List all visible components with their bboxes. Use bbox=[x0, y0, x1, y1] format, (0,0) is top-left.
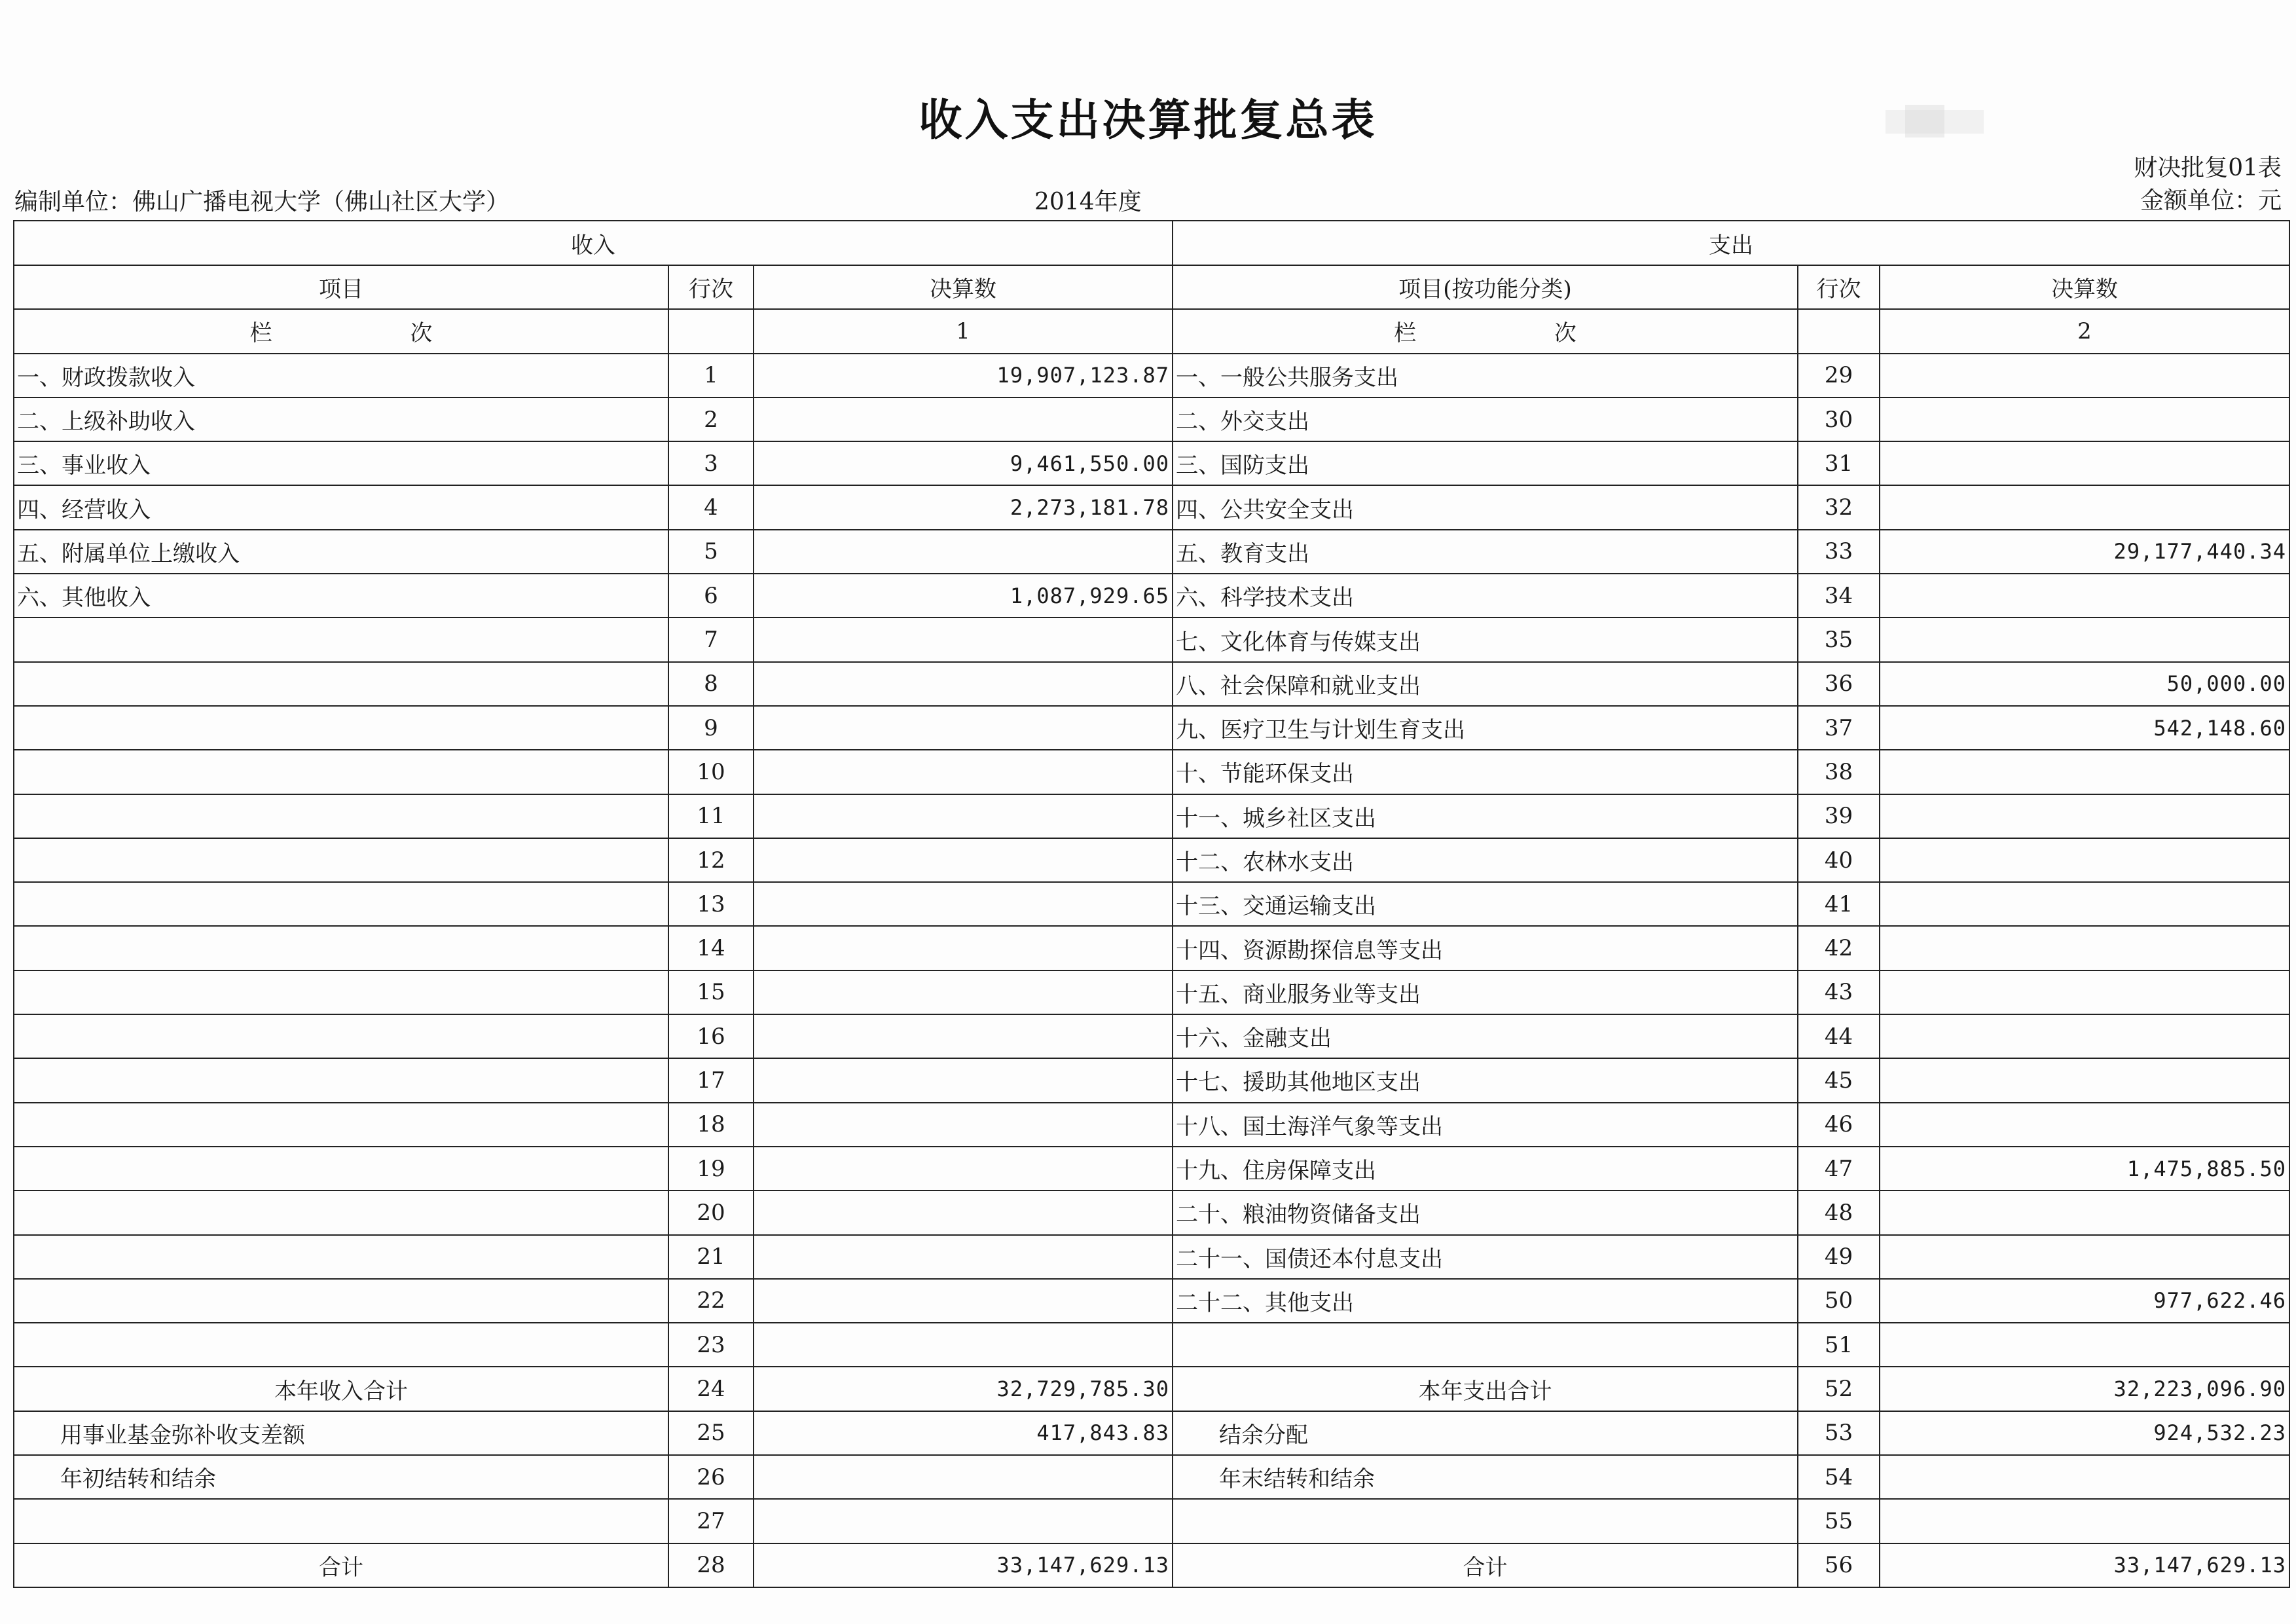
expense-line-no-cell: 42 bbox=[1798, 926, 1880, 970]
expense-amount-cell bbox=[1880, 926, 2289, 970]
expense-amount-cell bbox=[1880, 441, 2289, 485]
income-amount-cell: 9,461,550.00 bbox=[754, 441, 1173, 485]
income-line-no-header: 行次 bbox=[668, 265, 754, 309]
income-line-no-cell: 27 bbox=[668, 1499, 754, 1543]
expense-item-cell: 二十一、国债还本付息支出 bbox=[1173, 1235, 1798, 1279]
expense-line-no-cell: 37 bbox=[1798, 706, 1880, 750]
table-row bbox=[14, 1235, 2289, 1279]
income-amount-cell bbox=[754, 1058, 1173, 1102]
table-row bbox=[14, 618, 2289, 661]
income-amount-cell bbox=[754, 662, 1173, 706]
expense-amount-cell: 29,177,440.34 bbox=[1880, 530, 2289, 574]
expense-amount-cell bbox=[1880, 1455, 2289, 1499]
expense-amount-cell bbox=[1880, 354, 2289, 397]
expense-amount-cell: 50,000.00 bbox=[1880, 662, 2289, 706]
expense-item-cell: 三、国防支出 bbox=[1173, 441, 1798, 485]
expense-line-no-cell: 52 bbox=[1798, 1367, 1880, 1411]
income-line-no-cell: 8 bbox=[668, 662, 754, 706]
table-row bbox=[14, 706, 2289, 750]
table-row bbox=[14, 662, 2289, 706]
expense-lanci-label: 栏 次 bbox=[1173, 309, 1798, 353]
income-item-cell bbox=[14, 794, 668, 838]
expense-item-cell: 十三、交通运输支出 bbox=[1173, 882, 1798, 926]
expense-line-no-cell: 40 bbox=[1798, 838, 1880, 882]
table-row bbox=[14, 1543, 2289, 1587]
budget-table bbox=[13, 220, 2290, 1588]
income-item-cell: 四、经营收入 bbox=[14, 485, 668, 529]
expense-lanci-empty bbox=[1798, 309, 1880, 353]
table-row bbox=[14, 530, 2289, 574]
expense-amount-cell: 33,147,629.13 bbox=[1880, 1543, 2289, 1587]
income-amount-cell bbox=[754, 1103, 1173, 1147]
income-line-no-cell: 18 bbox=[668, 1103, 754, 1147]
income-item-cell bbox=[14, 1235, 668, 1279]
table-row bbox=[14, 1103, 2289, 1147]
expense-line-no-cell: 35 bbox=[1798, 618, 1880, 661]
income-item-cell: 一、财政拨款收入 bbox=[14, 354, 668, 397]
income-line-no-cell: 4 bbox=[668, 485, 754, 529]
income-line-no-cell: 9 bbox=[668, 706, 754, 750]
expense-line-no-cell: 54 bbox=[1798, 1455, 1880, 1499]
income-item-cell bbox=[14, 706, 668, 750]
income-item-cell: 二、上级补助收入 bbox=[14, 397, 668, 441]
expense-item-cell: 年末结转和结余 bbox=[1173, 1455, 1798, 1499]
income-item-cell bbox=[14, 1190, 668, 1234]
expense-item-cell: 九、医疗卫生与计划生育支出 bbox=[1173, 706, 1798, 750]
income-item-cell: 六、其他收入 bbox=[14, 574, 668, 618]
income-item-cell bbox=[14, 750, 668, 794]
expense-item-cell: 八、社会保障和就业支出 bbox=[1173, 662, 1798, 706]
expense-item-cell: 六、科学技术支出 bbox=[1173, 574, 1798, 618]
income-item-cell bbox=[14, 1499, 668, 1543]
income-line-no-cell: 19 bbox=[668, 1147, 754, 1190]
income-line-no-cell: 28 bbox=[668, 1543, 754, 1587]
table-row bbox=[14, 1147, 2289, 1190]
table-row bbox=[14, 882, 2289, 926]
income-item-cell: 合计 bbox=[14, 1543, 668, 1587]
expense-item-cell: 七、文化体育与传媒支出 bbox=[1173, 618, 1798, 661]
column-number-row bbox=[14, 309, 2289, 353]
expense-line-no-cell: 39 bbox=[1798, 794, 1880, 838]
expense-item-cell: 十七、援助其他地区支出 bbox=[1173, 1058, 1798, 1102]
expense-item-cell: 十五、商业服务业等支出 bbox=[1173, 970, 1798, 1014]
form-meta bbox=[2134, 152, 2282, 217]
expense-item-cell: 二、外交支出 bbox=[1173, 397, 1798, 441]
income-amount-cell bbox=[754, 970, 1173, 1014]
income-item-cell bbox=[14, 1279, 668, 1323]
expense-amount-cell bbox=[1880, 574, 2289, 618]
income-item-cell bbox=[14, 1323, 668, 1367]
income-line-no-cell: 3 bbox=[668, 441, 754, 485]
income-line-no-cell: 10 bbox=[668, 750, 754, 794]
income-amount-cell bbox=[754, 1323, 1173, 1367]
income-item-cell bbox=[14, 618, 668, 661]
expense-item-cell: 合计 bbox=[1173, 1543, 1798, 1587]
income-line-no-cell: 11 bbox=[668, 794, 754, 838]
expense-item-cell: 二十、粮油物资储备支出 bbox=[1173, 1190, 1798, 1234]
table-row bbox=[14, 354, 2289, 397]
expense-item-cell: 十二、农林水支出 bbox=[1173, 838, 1798, 882]
income-item-cell: 三、事业收入 bbox=[14, 441, 668, 485]
table-row bbox=[14, 1411, 2289, 1455]
income-line-no-cell: 13 bbox=[668, 882, 754, 926]
income-column-number: 1 bbox=[754, 309, 1173, 353]
expense-line-no-header: 行次 bbox=[1798, 265, 1880, 309]
table-row bbox=[14, 970, 2289, 1014]
income-amount-cell bbox=[754, 530, 1173, 574]
expense-amount-cell bbox=[1880, 1014, 2289, 1058]
table-row bbox=[14, 1499, 2289, 1543]
income-item-cell bbox=[14, 970, 668, 1014]
expense-amount-cell bbox=[1880, 794, 2289, 838]
income-lanci-label: 栏 次 bbox=[14, 309, 668, 353]
income-amount-cell bbox=[754, 750, 1173, 794]
expense-item-cell: 一、一般公共服务支出 bbox=[1173, 354, 1798, 397]
table-row bbox=[14, 1455, 2289, 1499]
income-line-no-cell: 2 bbox=[668, 397, 754, 441]
income-item-cell: 本年收入合计 bbox=[14, 1367, 668, 1411]
income-item-cell bbox=[14, 1014, 668, 1058]
income-amount-header: 决算数 bbox=[754, 265, 1173, 309]
income-item-cell bbox=[14, 838, 668, 882]
table-row bbox=[14, 1190, 2289, 1234]
table-row bbox=[14, 574, 2289, 618]
expense-amount-cell: 32,223,096.90 bbox=[1880, 1367, 2289, 1411]
expense-amount-cell bbox=[1880, 1499, 2289, 1543]
income-amount-cell: 417,843.83 bbox=[754, 1411, 1173, 1455]
expense-item-cell: 五、教育支出 bbox=[1173, 530, 1798, 574]
expense-item-cell: 本年支出合计 bbox=[1173, 1367, 1798, 1411]
table-row bbox=[14, 1279, 2289, 1323]
expense-amount-cell bbox=[1880, 397, 2289, 441]
income-line-no-cell: 26 bbox=[668, 1455, 754, 1499]
income-amount-cell bbox=[754, 1279, 1173, 1323]
income-item-cell: 年初结转和结余 bbox=[14, 1455, 668, 1499]
income-amount-cell bbox=[754, 926, 1173, 970]
fiscal-year: 2014年度 bbox=[1034, 189, 1142, 215]
expense-item-header: 项目(按功能分类) bbox=[1173, 265, 1798, 309]
expense-item-cell: 十、节能环保支出 bbox=[1173, 750, 1798, 794]
column-header-row bbox=[14, 265, 2289, 309]
table-row bbox=[14, 1058, 2289, 1102]
expense-amount-cell bbox=[1880, 1058, 2289, 1102]
income-amount-cell: 32,729,785.30 bbox=[754, 1367, 1173, 1411]
income-amount-cell bbox=[754, 706, 1173, 750]
income-item-cell bbox=[14, 662, 668, 706]
income-amount-cell bbox=[754, 397, 1173, 441]
expense-line-no-cell: 32 bbox=[1798, 485, 1880, 529]
table-row bbox=[14, 1323, 2289, 1367]
income-item-cell bbox=[14, 1147, 668, 1190]
income-line-no-cell: 16 bbox=[668, 1014, 754, 1058]
expense-line-no-cell: 30 bbox=[1798, 397, 1880, 441]
expense-amount-cell: 542,148.60 bbox=[1880, 706, 2289, 750]
income-amount-cell bbox=[754, 1014, 1173, 1058]
expense-line-no-cell: 53 bbox=[1798, 1411, 1880, 1455]
expense-line-no-cell: 41 bbox=[1798, 882, 1880, 926]
expense-line-no-cell: 49 bbox=[1798, 1235, 1880, 1279]
expense-amount-cell bbox=[1880, 1235, 2289, 1279]
table-row bbox=[14, 1367, 2289, 1411]
expense-item-cell bbox=[1173, 1323, 1798, 1367]
expense-line-no-cell: 43 bbox=[1798, 970, 1880, 1014]
table-row bbox=[14, 485, 2289, 529]
income-amount-cell bbox=[754, 1499, 1173, 1543]
income-line-no-cell: 12 bbox=[668, 838, 754, 882]
income-item-header: 项目 bbox=[14, 265, 668, 309]
income-line-no-cell: 7 bbox=[668, 618, 754, 661]
income-line-no-cell: 21 bbox=[668, 1235, 754, 1279]
compiling-unit: 编制单位：佛山广播电视大学（佛山社区大学） bbox=[14, 189, 510, 215]
form-code: 财决批复01表 bbox=[2134, 155, 2282, 181]
income-line-no-cell: 17 bbox=[668, 1058, 754, 1102]
table-row bbox=[14, 838, 2289, 882]
expense-item-cell: 结余分配 bbox=[1173, 1411, 1798, 1455]
amount-unit: 金额单位：元 bbox=[2140, 187, 2282, 214]
expense-line-no-cell: 34 bbox=[1798, 574, 1880, 618]
expense-amount-cell: 924,532.23 bbox=[1880, 1411, 2289, 1455]
income-amount-cell bbox=[754, 1147, 1173, 1190]
table-row bbox=[14, 750, 2289, 794]
income-item-cell bbox=[14, 882, 668, 926]
expense-amount-cell bbox=[1880, 750, 2289, 794]
expense-line-no-cell: 29 bbox=[1798, 354, 1880, 397]
table-row bbox=[14, 441, 2289, 485]
section-header-row bbox=[14, 221, 2289, 265]
table-row bbox=[14, 794, 2289, 838]
expense-amount-cell bbox=[1880, 1103, 2289, 1147]
expense-item-cell bbox=[1173, 1499, 1798, 1543]
expense-column-number: 2 bbox=[1880, 309, 2289, 353]
expense-amount-cell bbox=[1880, 1190, 2289, 1234]
expense-amount-cell bbox=[1880, 838, 2289, 882]
income-amount-cell bbox=[754, 1455, 1173, 1499]
income-line-no-cell: 1 bbox=[668, 354, 754, 397]
expense-item-cell: 十一、城乡社区支出 bbox=[1173, 794, 1798, 838]
expense-item-cell: 十八、国土海洋气象等支出 bbox=[1173, 1103, 1798, 1147]
income-amount-cell bbox=[754, 1235, 1173, 1279]
expense-line-no-cell: 50 bbox=[1798, 1279, 1880, 1323]
expense-line-no-cell: 55 bbox=[1798, 1499, 1880, 1543]
income-line-no-cell: 25 bbox=[668, 1411, 754, 1455]
income-line-no-cell: 22 bbox=[668, 1279, 754, 1323]
income-lanci-empty bbox=[668, 309, 754, 353]
expense-line-no-cell: 44 bbox=[1798, 1014, 1880, 1058]
expense-amount-cell bbox=[1880, 1323, 2289, 1367]
income-section-header: 收入 bbox=[14, 221, 1173, 265]
expense-line-no-cell: 38 bbox=[1798, 750, 1880, 794]
expense-line-no-cell: 46 bbox=[1798, 1103, 1880, 1147]
expense-item-cell: 四、公共安全支出 bbox=[1173, 485, 1798, 529]
income-line-no-cell: 5 bbox=[668, 530, 754, 574]
expense-line-no-cell: 51 bbox=[1798, 1323, 1880, 1367]
income-amount-cell bbox=[754, 618, 1173, 661]
income-amount-cell: 2,273,181.78 bbox=[754, 485, 1173, 529]
expense-amount-header: 决算数 bbox=[1880, 265, 2289, 309]
expense-line-no-cell: 36 bbox=[1798, 662, 1880, 706]
expense-line-no-cell: 56 bbox=[1798, 1543, 1880, 1587]
expense-item-cell: 二十二、其他支出 bbox=[1173, 1279, 1798, 1323]
income-line-no-cell: 15 bbox=[668, 970, 754, 1014]
expense-line-no-cell: 47 bbox=[1798, 1147, 1880, 1190]
expense-item-cell: 十六、金融支出 bbox=[1173, 1014, 1798, 1058]
expense-line-no-cell: 31 bbox=[1798, 441, 1880, 485]
expense-line-no-cell: 45 bbox=[1798, 1058, 1880, 1102]
income-amount-cell: 33,147,629.13 bbox=[754, 1543, 1173, 1587]
income-item-cell bbox=[14, 1103, 668, 1147]
expense-item-cell: 十九、住房保障支出 bbox=[1173, 1147, 1798, 1190]
income-amount-cell bbox=[754, 838, 1173, 882]
expense-line-no-cell: 33 bbox=[1798, 530, 1880, 574]
expense-amount-cell: 977,622.46 bbox=[1880, 1279, 2289, 1323]
income-amount-cell: 19,907,123.87 bbox=[754, 354, 1173, 397]
income-item-cell bbox=[14, 926, 668, 970]
table-row bbox=[14, 397, 2289, 441]
page-title: 收入支出决算批复总表 bbox=[919, 95, 1377, 145]
income-item-cell: 用事业基金弥补收支差额 bbox=[14, 1411, 668, 1455]
income-line-no-cell: 24 bbox=[668, 1367, 754, 1411]
income-amount-cell bbox=[754, 1190, 1173, 1234]
table-row bbox=[14, 1014, 2289, 1058]
income-line-no-cell: 14 bbox=[668, 926, 754, 970]
income-amount-cell bbox=[754, 882, 1173, 926]
income-amount-cell: 1,087,929.65 bbox=[754, 574, 1173, 618]
income-line-no-cell: 23 bbox=[668, 1323, 754, 1367]
expense-amount-cell bbox=[1880, 485, 2289, 529]
expense-amount-cell bbox=[1880, 618, 2289, 661]
income-item-cell bbox=[14, 1058, 668, 1102]
expense-amount-cell: 1,475,885.50 bbox=[1880, 1147, 2289, 1190]
expense-line-no-cell: 48 bbox=[1798, 1190, 1880, 1234]
income-line-no-cell: 20 bbox=[668, 1190, 754, 1234]
table-row bbox=[14, 926, 2289, 970]
expense-section-header: 支出 bbox=[1173, 221, 2289, 265]
expense-amount-cell bbox=[1880, 882, 2289, 926]
expense-item-cell: 十四、资源勘探信息等支出 bbox=[1173, 926, 1798, 970]
income-amount-cell bbox=[754, 794, 1173, 838]
expense-amount-cell bbox=[1880, 970, 2289, 1014]
income-item-cell: 五、附属单位上缴收入 bbox=[14, 530, 668, 574]
income-line-no-cell: 6 bbox=[668, 574, 754, 618]
